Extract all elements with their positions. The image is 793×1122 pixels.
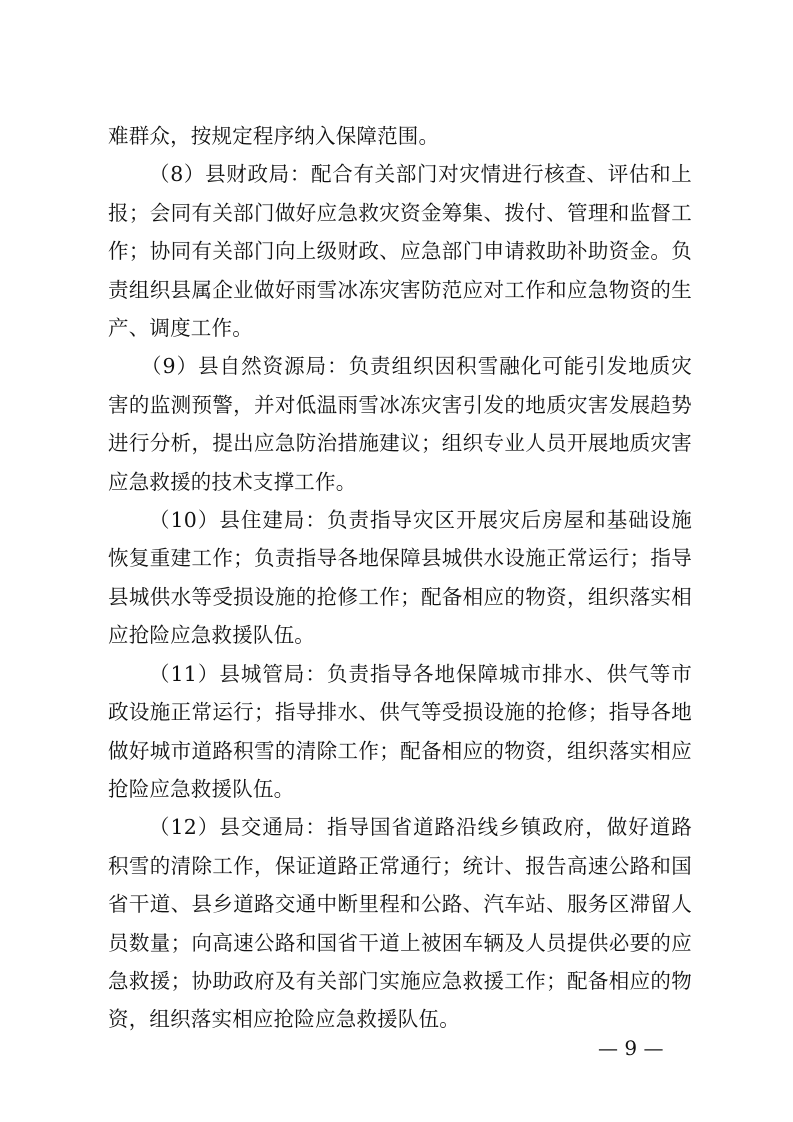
paragraph-transport-bureau: （12）县交通局：指导国省道路沿线乡镇政府，做好道路积雪的清除工作，保证道路正常通行；统计、报告高速公路和国省干道、县乡道路交通中断里程和公路、汽车站、服务区滞留人员数量；向高速公路和国省干道上被困车辆及人员提供必要的应急救援；协助政府及有关部门实施应急救援工作；配备相应的物资，组织落实相应抢险应急救援队伍。 [108, 815, 692, 1032]
paragraph-urban-management-bureau: （11）县城管局：负责指导各地保障城市排水、供气等市政设施正常运行；指导排水、供气等受损设施的抢修；指导各地做好城市道路积雪的清除工作；配备相应的物资，组织落实相应抢险应急救援队伍。 [108, 661, 692, 801]
document-body [108, 117, 692, 1039]
paragraph-finance-bureau: （8）县财政局：配合有关部门对灾情进行核查、评估和上报；会同有关部门做好应急救灾资金筹集、拨付、管理和监督工作；协同有关部门向上级财政、应急部门申请救助补助资金。负责组织县属企业做好雨雪冰冻灾害防范应对工作和应急物资的生产、调度工作。 [108, 162, 692, 341]
paragraph-continuation: 难群众，按规定程序纳入保障范围。 [108, 124, 440, 148]
paragraph-housing-bureau: （10）县住建局：负责指导灾区开展灾后房屋和基础设施恢复重建工作；负责指导各地保障县城供水设施正常运行；指导县城供水等受损设施的抢修工作；配备相应的物资，组织落实相应抢险应急救援队伍。 [108, 508, 692, 648]
page-number: — 9 — [598, 1036, 664, 1060]
paragraph-natural-resources-bureau: （9）县自然资源局：负责组织因积雪融化可能引发地质灾害的监测预警，并对低温雨雪冰冻灾害引发的地质灾害发展趋势进行分析，提出应急防治措施建议；组织专业人员开展地质灾害应急救援的技术支撑工作。 [108, 354, 692, 494]
